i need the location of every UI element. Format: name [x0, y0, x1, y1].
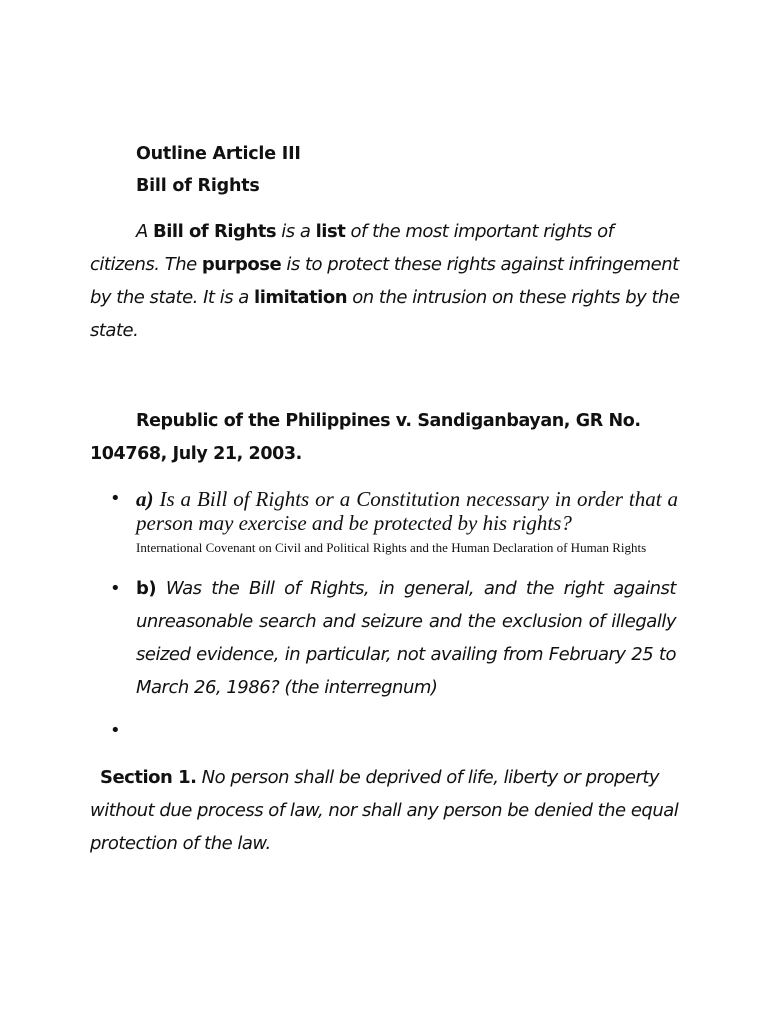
bill-of-rights-heading: Bill of Rights — [136, 176, 260, 196]
section-1-label: Section 1. — [100, 767, 197, 788]
definition-paragraph: A Bill of Rights is a list of the most important rights of citizens. The purpose is to protect these rights against infringement by the state. It is a limitation on the intrusion on these rights by the state. — [90, 221, 680, 341]
term-bill-of-rights: Bill of Rights — [153, 221, 277, 242]
section-1-paragraph: Section 1. No person shall be deprived of life, liberty or property without due process of law, nor shall any person be denied the equal protection of the law. — [90, 767, 679, 854]
bullet-marker: • — [110, 578, 121, 599]
outline-title: Outline Article III — [136, 144, 301, 164]
question-a-note: International Covenant on Civil and Political Rights and the Human Declaration of Human Rights — [136, 540, 647, 555]
term-limitation: limitation — [254, 287, 348, 308]
question-b: b) Was the Bill of Rights, in general, and the right against unreasonable search and seizure and the exclusion of illegally seized evidence, in particular, not availing from February 25 to March 26, 1986? (the interregnum) — [136, 578, 676, 698]
term-list: list — [315, 221, 346, 242]
bullet-marker: • — [110, 488, 121, 509]
question-a: a) Is a Bill of Rights or a Constitution necessary in order that a person may exercise and be protected by his rights? — [136, 487, 678, 535]
question-b-label: b) — [136, 578, 157, 599]
empty-bullet-marker: • — [110, 720, 121, 741]
question-a-label: a) — [136, 487, 154, 511]
term-purpose: purpose — [201, 254, 282, 275]
case-citation: Republic of the Philippines v. Sandiganbayan, GR No. 104768, July 21, 2003. — [90, 411, 641, 464]
